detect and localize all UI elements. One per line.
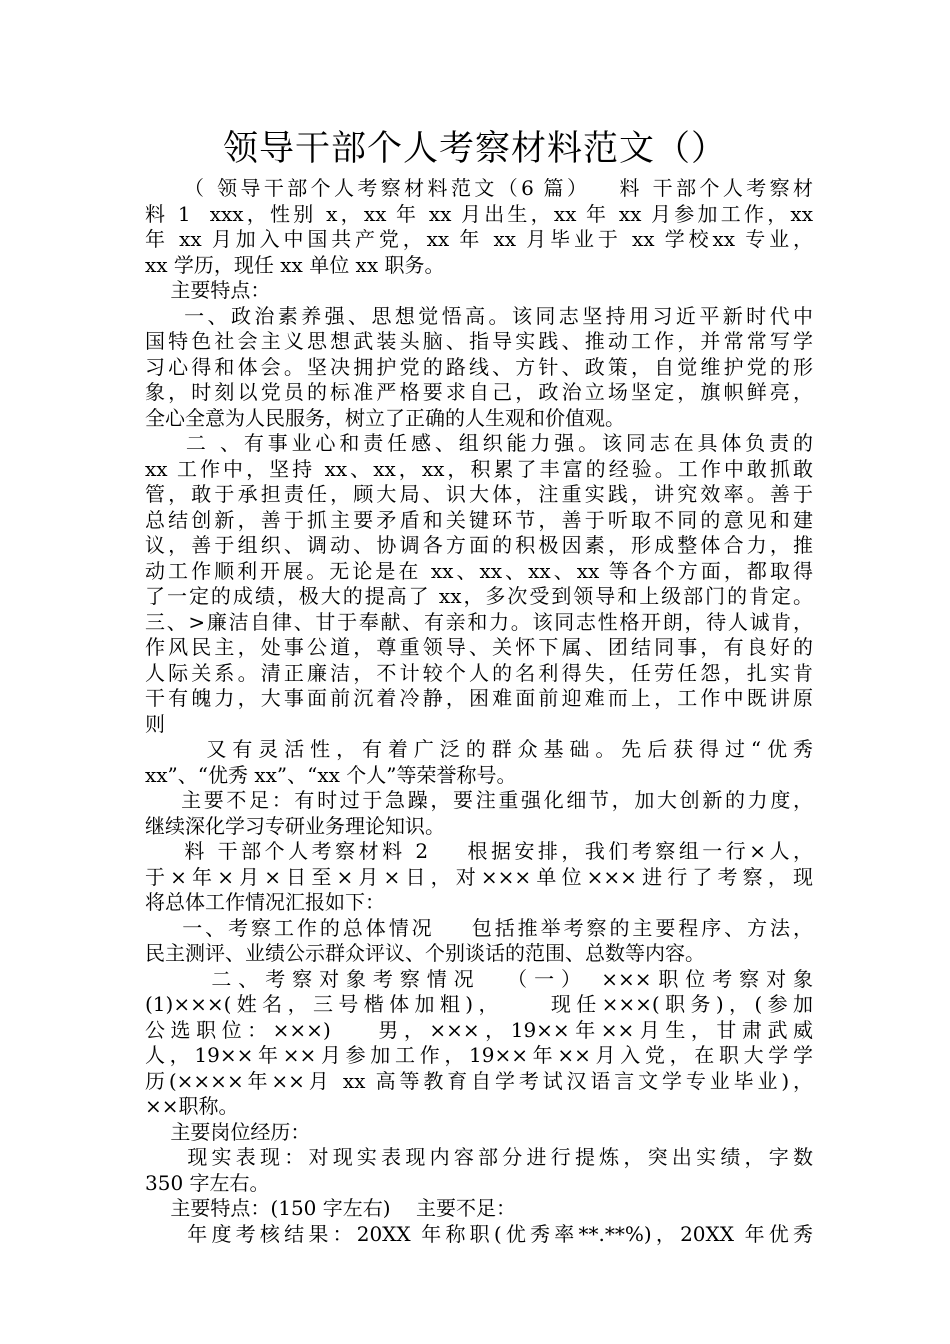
body-line: 了一定的成绩，极大的提高了 xx，多次受到领导和上级部门的肯定。 — [145, 584, 813, 608]
body-line: (1)×××(姓名，三号楷体加粗)， 现任×××(职务)，(参加 — [145, 992, 813, 1016]
body-line: 象，时刻以党员的标准严格要求自己，政治立场坚定，旗帜鲜亮， — [145, 380, 813, 404]
body-line: 动工作顺利开展。无论是在 xx、xx、xx、xx 等各个方面，都取得 — [145, 558, 813, 583]
body-line: 主要特点： — [145, 278, 271, 302]
body-line: 作风民主，处事公道，尊重领导、关怀下属、团结同事，有良好的 — [145, 635, 813, 659]
body-line: 于×年×月×日至×月×日，对×××单位×××进行了考察，现 — [145, 864, 813, 889]
body-line: 二 、有事业心和责任感、组织能力强。该同志在具体负责的 — [145, 431, 813, 455]
body-line: xx 学历，现任 xx 单位 xx 职务。 — [145, 252, 445, 277]
body-line: 又有灵活性，有着广泛的群众基础。先后获得过“优秀 — [145, 737, 813, 761]
body-line: 二、考察对象考察情况 （一） ×××职位考察对象 — [145, 966, 813, 991]
body-line: 一、政治素养强、思想觉悟高。该同志坚持用习近平新时代中 — [145, 303, 813, 328]
document-title: 领导干部个人考察材料范文（） — [222, 129, 727, 169]
body-line: 人际关系。清正廉洁，不计较个人的名利得失，任劳任怨，扎实肯 — [145, 660, 813, 685]
body-line: 年度考核结果：20XX 年称职(优秀率**.**%)，20XX 年优秀 — [145, 1221, 813, 1246]
body-line: 主要特点：(150 字左右) 主要不足： — [145, 1196, 516, 1220]
body-line: 主要不足：有时过于急躁，要注重强化细节，加大创新的力度， — [145, 788, 813, 812]
body-line: 干有魄力，大事面前沉着冷静，困难面前迎难而上，工作中既讲原 — [145, 686, 813, 710]
body-line: 国特色社会主义思想武装头脑、指导实践、推动工作，并常常写学 — [145, 329, 813, 353]
document-body — [145, 176, 813, 1247]
body-line: 公选职位：×××) 男，×××，19××年××月生，甘肃武威 — [145, 1017, 813, 1042]
body-line: 年 xx 月加入中国共产党，xx 年 xx 月毕业于 xx 学校xx 专业， — [145, 227, 813, 251]
body-line: 议，善于组织、调动、协调各方面的积极因素，形成整体合力，推 — [145, 533, 813, 557]
body-line: 料 干部个人考察材料 2 根据安排，我们考察组一行×人， — [145, 839, 813, 863]
body-line: ××职称。 — [145, 1094, 239, 1118]
body-line: 历(××××年××月 xx 高等教育自学考试汉语言文学专业毕业)， — [145, 1068, 813, 1093]
body-line: 主要岗位经历： — [145, 1119, 311, 1144]
body-line: 则 — [145, 711, 165, 736]
body-line: 人，19××年××月参加工作，19××年××月入党，在职大学学 — [145, 1043, 813, 1067]
body-line: 一、考察工作的总体情况 包括推举考察的主要程序、方法， — [145, 915, 813, 940]
body-line: 350 字左右。 — [145, 1170, 270, 1195]
body-line: 三、>廉洁自律、甘于奉献、有亲和力。该同志性格开朗，待人诚肯， — [145, 609, 813, 634]
body-line: 总结创新，善于抓主要矛盾和关键环节，善于听取不同的意见和建 — [145, 507, 813, 532]
body-line: 继续深化学习专研业务理论知识。 — [145, 813, 445, 838]
body-line: 现实表现：对现实表现内容部分进行提炼，突出实绩，字数 — [145, 1145, 813, 1169]
body-line: 习心得和体会。坚决拥护党的路线、方针、政策，自觉维护党的形 — [145, 354, 813, 379]
body-line: xx 工作中，坚持 xx、xx，xx，积累了丰富的经验。工作中敢抓敢 — [145, 456, 813, 481]
body-line: 民主测评、业绩公示群众评议、个别谈话的范围、总数等内容。 — [145, 941, 705, 965]
body-line: 管，敢于承担责任，顾大局、识大体，注重实践，讲究效率。善于 — [145, 482, 813, 506]
body-line: 全心全意为人民服务，树立了正确的人生观和价值观。 — [145, 405, 625, 430]
body-line: （ 领导干部个人考察材料范文（6 篇） 料 干部个人考察材 — [145, 176, 813, 200]
body-line: xx”、“优秀 xx”、“xx 个人”等荣誉称号。 — [145, 762, 517, 787]
body-line: 料 1 xxx，性别 x，xx 年 xx 月出生，xx 年 xx 月参加工作，xx — [145, 201, 813, 226]
body-line: 将总体工作情况汇报如下： — [145, 890, 385, 914]
